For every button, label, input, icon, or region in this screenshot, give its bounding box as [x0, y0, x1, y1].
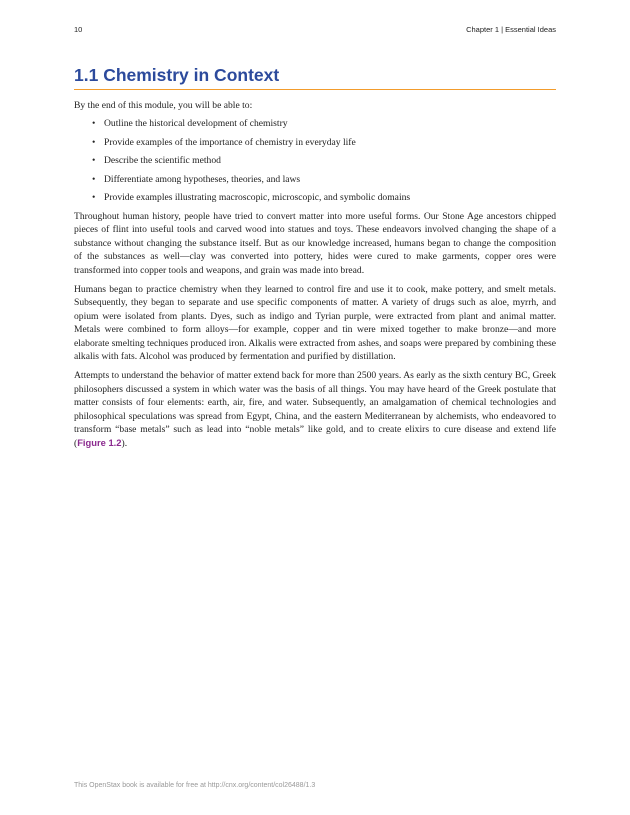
section-title: 1.1 Chemistry in Context — [74, 64, 556, 90]
page-footer: This OpenStax book is available for free at http://cnx.org/content/col26488/1.3 — [74, 782, 316, 789]
list-item: • Describe the scientific method — [92, 155, 221, 167]
list-item: • Provide examples of the importance of chemistry in everyday life — [92, 136, 356, 148]
page-number: 10 — [74, 25, 83, 34]
paragraph-2: Humans began to practice chemistry when they learned to control fire and use it to cook, make pottery, and smelt metals. Subsequently, they began to separate and use specific components of matter. A variety of drugs such as aloe, myrrh, and opium were isolated from plants. Dyes, such as indigo and Tyrian purple, were extracted from plant and animal matter. Metals were combined to form alloys—for example, copper and tin were mixed together to make bronze—and more elaborate smelting techniques produced iron. Alkalis were extracted from ashes, and soaps were prepared by combining these alkalis with fats. Alcohol was produced by fermentation and purified by distillation. — [74, 283, 556, 362]
figure-link[interactable]: Figure 1.2 — [77, 437, 122, 449]
objectives-intro: By the end of this module, you will be able to: — [74, 100, 253, 111]
bullet-icon: • — [92, 118, 96, 130]
paragraph-1: Throughout human history, people have tried to convert matter into more useful forms. Our Stone Age ancestors chipped pieces of flint into useful tools and carved wood into statues and toys. These endeavors involved changing the shape of a substance without changing the substance itself. But as our knowledge increased, humans began to change the composition of the substances as well—clay was converted into pottery, hides were cured to make garments, copper ores were transformed into copper tools and weapons, and grain was made into bread. — [74, 210, 556, 276]
paragraph-3: Attempts to understand the behavior of matter extend back for more than 2500 years. As early as the sixth century BC, Greek philosophers discussed a system in which water was the basis of all things. You may have heard of the Greek postulate that matter consists of four elements: earth, air, fire, and water. Subsequently, an amalgamation of chemical technologies and philosophical speculations was spread from Egypt, China, and the eastern Mediterranean by alchemists, who endeavored to transform “base metals” such as lead into “noble metals” like gold, and to create elixirs to cure disease and extend life (Figure 1.2). — [74, 370, 556, 450]
chapter-title: Chapter 1 | Essential Ideas — [466, 25, 556, 34]
section-content — [74, 64, 556, 457]
bullet-icon: • — [92, 136, 96, 148]
objectives-list — [74, 117, 556, 204]
list-item: • Outline the historical development of chemistry — [92, 118, 288, 130]
bullet-icon: • — [92, 155, 96, 167]
bullet-icon: • — [92, 173, 96, 185]
bullet-icon: • — [92, 192, 96, 204]
page-header — [74, 25, 556, 37]
list-item: • Differentiate among hypotheses, theories, and laws — [92, 173, 301, 185]
list-item: • Provide examples illustrating macroscopic, microscopic, and symbolic domains — [92, 192, 411, 204]
